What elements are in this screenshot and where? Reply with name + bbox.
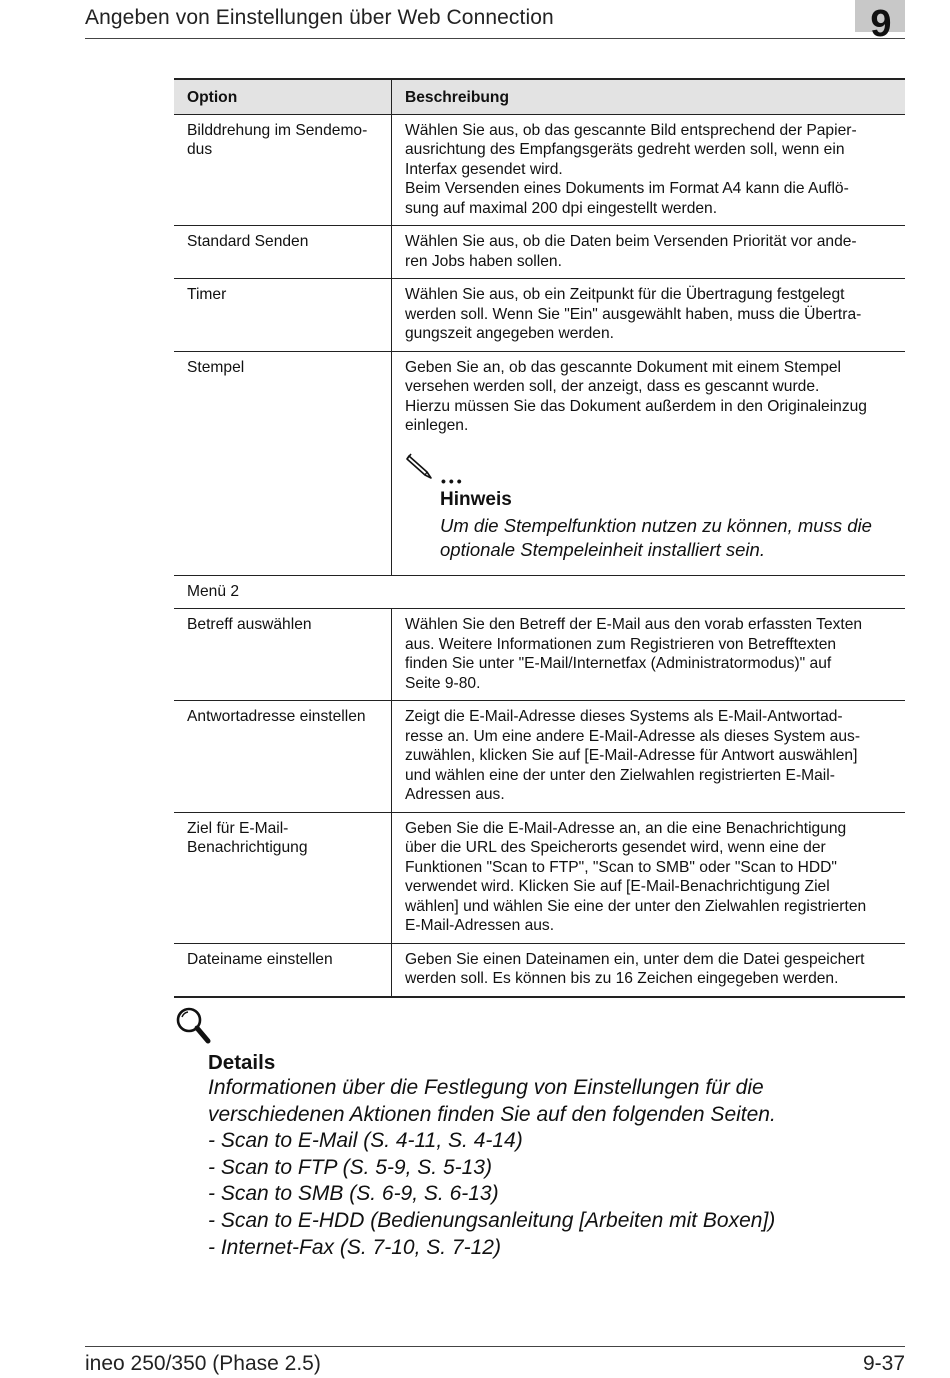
description-text: Wählen Sie aus, ob die Daten beim Versenden Priorität vor ande- ren Jobs haben sollen. [405, 233, 857, 270]
option-label: Timer [187, 286, 227, 303]
table-header-row [174, 79, 905, 114]
description-cell [392, 114, 906, 226]
section-row [174, 575, 905, 609]
page-title: Angeben von Einstellungen über Web Connection [85, 6, 554, 29]
description-text: Wählen Sie den Betreff der E-Mail aus den vorab erfassten Texten aus. Weitere Informationen zum Registrieren von Betrefftexten finden Sie unter "E-Mail/Internetfax (Administratormodus)" auf Seite 9-80. [405, 616, 863, 692]
note-box [405, 450, 893, 568]
page-number: 9-37 [862, 1352, 905, 1375]
option-cell [174, 609, 392, 701]
table-row [174, 943, 905, 997]
option-cell [174, 943, 392, 997]
option-label: Betreff auswählen [187, 616, 312, 633]
ellipsis-icon: ••• [441, 472, 465, 489]
details-line: Informationen über die Festlegung von Einstellungen für die [208, 1076, 764, 1099]
description-text: Geben Sie die E-Mail-Adresse an, an die eine Benachrichtigung über die URL des Speicherorts gesendet wird, wenn eine der Funktionen "Scan to FTP", "Scan to SMB" oder "Scan to HDD" verwendet wird. Klicken Sie auf [E-Mail-Benachrichtigung Ziel wählen] und wählen Sie eine der unter den Zielwahlen registrierten E-Mail-Adressen aus. [405, 819, 867, 934]
description-cell [392, 701, 906, 813]
option-label: Ziel für E-Mail- Benachrichtigung [187, 819, 308, 856]
description-cell [392, 812, 906, 943]
column-header-description: Beschreibung [392, 79, 906, 114]
option-label: Antwortadresse einstellen [187, 708, 366, 725]
description-text: Wählen Sie aus, ob das gescannte Bild entsprechend der Papier- ausrichtung des Empfangsgeräts gedreht werden soll, wenn ein Interfax gesendet wird. Beim Versenden eines Dokuments im Format A4 kann die Auflö- sung auf maximal 200 dpi eingestellt werden. [405, 121, 857, 217]
table-row [174, 701, 905, 813]
details-line: - Scan to FTP (S. 5-9, S. 5-13) [208, 1155, 492, 1179]
details-line: verschiedenen Aktionen finden Sie auf den folgenden Seiten. [208, 1102, 776, 1126]
description-cell [392, 226, 906, 279]
chapter-number: 9 [870, 3, 892, 45]
description-text: Geben Sie an, ob das gescannte Dokument mit einem Stempel versehen werden soll, der anzeigt, dass es gescannt wurde. Hierzu müssen Sie das Dokument außerdem in den Originaleinzug einlegen. [405, 358, 867, 434]
option-cell [174, 114, 392, 226]
details-text [208, 1075, 908, 1261]
details-title: Details [208, 1051, 276, 1074]
description-text: Wählen Sie aus, ob ein Zeitpunkt für die Übertragung festgelegt werden soll. Wenn Sie "Ein" ausgewählt haben, muss die Übertra- gungszeit angegeben werden. [405, 286, 862, 342]
option-label: Bilddrehung im Sendemo- dus [187, 121, 368, 158]
table-row [174, 812, 905, 943]
details-line: - Scan to E-HDD (Bedienungsanleitung [Arbeiten mit Boxen]) [208, 1208, 776, 1232]
pencil-icon [405, 450, 439, 480]
option-cell [174, 279, 392, 352]
description-cell [392, 351, 906, 575]
option-label: Dateiname einstellen [187, 950, 333, 968]
description-text: Zeigt die E-Mail-Adresse dieses Systems als E-Mail-Antwortad- resse an. Um eine andere E-Mail-Adresse als dieses System aus- zuwählen, klicken Sie auf [E-Mail-Adresse für Antwort auswählen] und wählen eine der unter den Zielwahlen registrierten E-Mail- Adressen aus. [405, 708, 861, 803]
table-row [174, 114, 905, 226]
details-line: - Scan to SMB (S. 6-9, S. 6-13) [208, 1182, 499, 1206]
option-cell [174, 226, 392, 279]
product-name: ineo 250/350 (Phase 2.5) [85, 1352, 321, 1375]
options-table [174, 78, 905, 998]
magnifier-icon [174, 1005, 212, 1045]
details-line: - Scan to E-Mail (S. 4-11, S. 4-14) [208, 1129, 523, 1153]
description-cell [392, 609, 906, 701]
column-header-option: Option [174, 79, 392, 114]
option-cell [174, 812, 392, 943]
option-cell [174, 701, 392, 813]
page-header [85, 0, 905, 45]
note-text: Um die Stempelfunktion nutzen zu können, muss die optionale Stempeleinheit installiert sein. [440, 514, 872, 560]
description-cell [392, 943, 906, 997]
description-cell [392, 279, 906, 352]
details-line: - Internet-Fax (S. 7-10, S. 7-12) [208, 1235, 501, 1259]
section-label: Menü 2 [174, 575, 905, 609]
page-footer [85, 1346, 905, 1375]
option-label: Stempel [187, 358, 245, 376]
table-row [174, 609, 905, 701]
option-cell [174, 351, 392, 575]
option-label: Standard Senden [187, 233, 309, 250]
note-title: Hinweis [440, 488, 512, 510]
description-text: Geben Sie einen Dateinamen ein, unter dem die Datei gespeichert werden soll. Es können bis zu 16 Zeichen eingegeben werden. [405, 950, 865, 987]
table-row [174, 351, 905, 575]
table-row [174, 279, 905, 352]
table-row [174, 226, 905, 279]
